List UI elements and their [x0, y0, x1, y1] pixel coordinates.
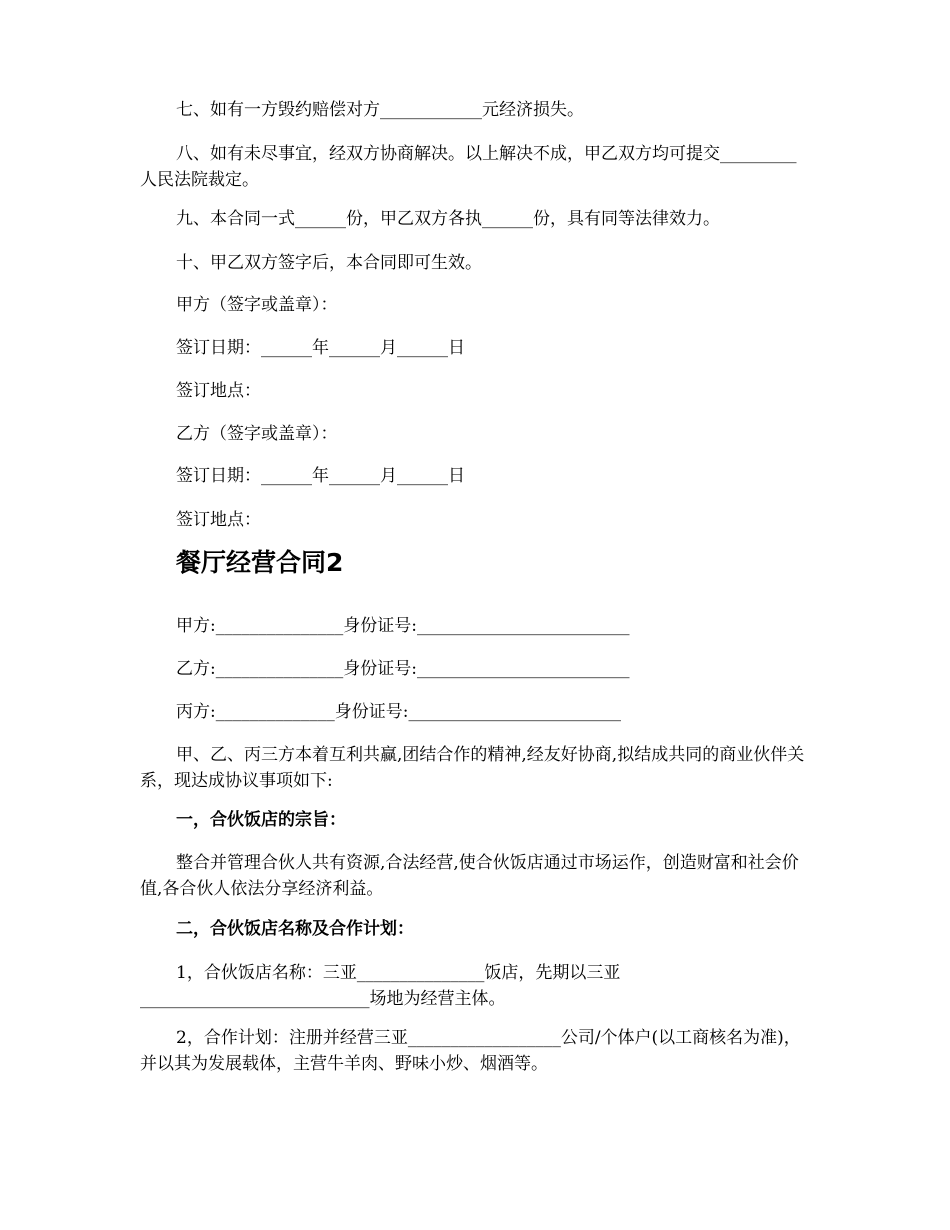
party-c-info: 丙方:______________身份证号:_________________________ [176, 702, 621, 722]
clause-7: 七、如有一方毁约赔偿对方____________元经济损失。 [176, 100, 584, 120]
party-b-signature: 乙方（签字或盖章）： [176, 424, 338, 444]
party-a-place: 签订地点： [176, 381, 261, 401]
party-a-date: 签订日期：______年______月______日 [176, 338, 465, 358]
section-1-body: 整合并管理合伙人共有资源,合法经营,使合伙饭店通过市场运作，创造财富和社会价值,各合伙人依法分享经济利益。 [140, 853, 799, 899]
party-b-info: 乙方:_______________身份证号:_________________________ [176, 659, 630, 679]
party-b-place: 签订地点： [176, 510, 261, 530]
section-1-title: 一，合伙饭店的宗旨： [176, 810, 346, 830]
clause-8: 八、如有未尽事宜，经双方协商解决。以上解决不成，甲乙双方均可提交_________人民法院裁定。 [140, 144, 797, 190]
clause-9: 九、本合同一式______份，甲乙双方各执______份，具有同等法律效力。 [176, 209, 720, 229]
party-a-signature: 甲方（签字或盖章）： [176, 295, 338, 315]
section-heading: 餐厅经营合同2 [176, 548, 344, 577]
section-2-title: 二，合伙饭店名称及合作计划： [176, 919, 414, 939]
intro-paragraph: 甲、乙、丙三方本着互利共赢,团结合作的精神,经友好协商,拟结成共同的商业伙伴关系，现达成协议事项如下: [140, 745, 805, 791]
party-a-info: 甲方:_______________身份证号:_________________________ [176, 616, 630, 636]
party-b-date: 签订日期：______年______月______日 [176, 466, 465, 486]
section-2-item-2: 2，合作计划：注册并经营三亚__________________公司/个体户(以工商核名为准)，并以其为发展载体，主营牛羊肉、野味小炒、烟酒等。 [140, 1028, 801, 1074]
section-2-item-1: 1，合伙饭店名称：三亚_______________饭店，先期以三亚___________________________场地为经营主体。 [140, 963, 621, 1009]
clause-10: 十、甲乙双方签字后，本合同即可生效。 [176, 253, 482, 273]
